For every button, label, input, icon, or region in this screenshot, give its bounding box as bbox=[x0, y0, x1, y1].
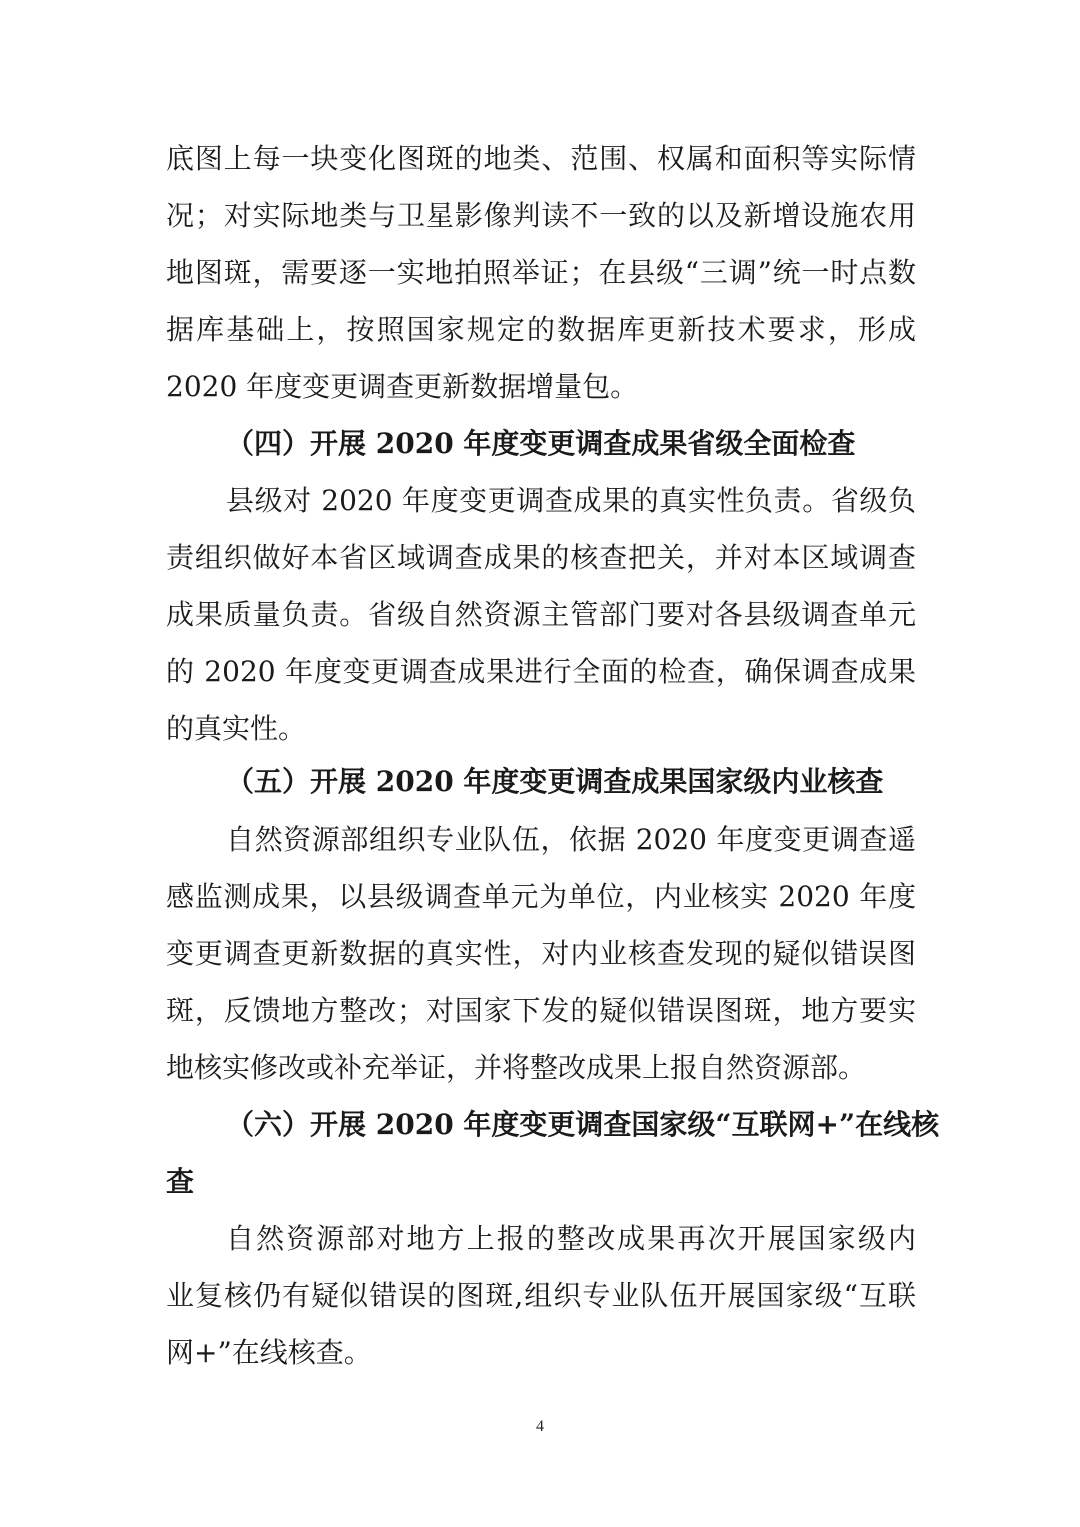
section-heading-6-cont: 查 bbox=[166, 1165, 195, 1198]
paragraph-line: 感监测成果，以县级调查单元为单位，内业核实 2020 年度 bbox=[166, 880, 916, 913]
paragraph-line: 况；对实际地类与卫星影像判读不一致的以及新增设施农用 bbox=[166, 199, 916, 232]
paragraph-line: 的真实性。 bbox=[166, 712, 307, 745]
paragraph-line: 斑，反馈地方整改；对国家下发的疑似错误图斑，地方要实 bbox=[166, 994, 916, 1027]
paragraph-line: 地核实修改或补充举证，并将整改成果上报自然资源部。 bbox=[166, 1051, 867, 1084]
paragraph-line: 自然资源部组织专业队伍，依据 2020 年度变更调查遥 bbox=[226, 823, 916, 856]
paragraph-line: 的 2020 年度变更调查成果进行全面的检查，确保调查成果 bbox=[166, 655, 916, 688]
paragraph-line: 业复核仍有疑似错误的图斑,组织专业队伍开展国家级“互联 bbox=[166, 1279, 916, 1312]
paragraph-line: 成果质量负责。省级自然资源主管部门要对各县级调查单元 bbox=[166, 598, 916, 631]
paragraph-line: 自然资源部对地方上报的整改成果再次开展国家级内 bbox=[226, 1222, 916, 1255]
section-heading-6: （六）开展 2020 年度变更调查国家级“互联网+”在线核 bbox=[226, 1108, 940, 1141]
paragraph-line: 网+”在线核查。 bbox=[166, 1336, 372, 1369]
paragraph-line: 县级对 2020 年度变更调查成果的真实性负责。省级负 bbox=[226, 484, 916, 517]
paragraph-line: 据库基础上，按照国家规定的数据库更新技术要求，形成 bbox=[166, 313, 916, 346]
paragraph-line: 变更调查更新数据的真实性，对内业核查发现的疑似错误图 bbox=[166, 937, 916, 970]
paragraph-line: 责组织做好本省区域调查成果的核查把关，并对本区域调查 bbox=[166, 541, 916, 574]
page-number: 4 bbox=[536, 1418, 544, 1435]
paragraph-line: 地图斑，需要逐一实地拍照举证；在县级“三调”统一时点数 bbox=[166, 256, 916, 289]
paragraph-line: 2020 年度变更调查更新数据增量包。 bbox=[166, 370, 639, 403]
section-heading-4: （四）开展 2020 年度变更调查成果省级全面检查 bbox=[226, 427, 856, 460]
paragraph-line: 底图上每一块变化图斑的地类、范围、权属和面积等实际情 bbox=[166, 142, 916, 175]
section-heading-5: （五）开展 2020 年度变更调查成果国家级内业核查 bbox=[226, 765, 884, 798]
